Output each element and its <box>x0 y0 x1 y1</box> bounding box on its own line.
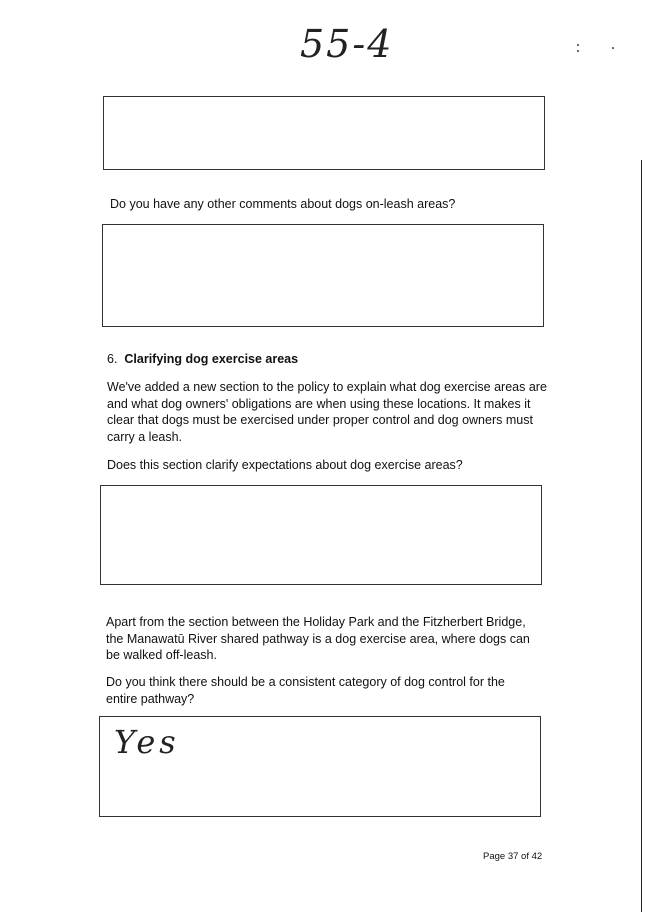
answer-box-onleash-comments[interactable] <box>102 224 544 327</box>
page-number: Page 37 of 42 <box>483 851 543 862</box>
pathway-context: Apart from the section between the Holiday Park and the Fitzherbert Bridge, the Manawatū River shared pathway is a dog exercise area, where dogs can be walked off-leash. <box>106 615 530 662</box>
section-number: 6. <box>107 352 118 366</box>
scan-speck <box>577 44 579 46</box>
scan-edge-line <box>641 160 643 912</box>
question-clarify-expectations: Does this section clarify expectations about dog exercise areas? <box>107 458 463 472</box>
answer-box-previous[interactable] <box>103 96 545 170</box>
handwritten-reference: 55-4 <box>300 22 394 66</box>
section-intro: We've added a new section to the policy to explain what dog exercise areas are and what dog owners' obligations are when using these locations. It makes it clear that dogs must be exercised under proper control and dog owners must carry a leash. <box>107 380 547 444</box>
section-title: Clarifying dog exercise areas <box>124 352 299 366</box>
section-heading <box>107 352 298 366</box>
handwritten-answer: Yes <box>114 723 180 761</box>
scan-speck <box>612 47 614 49</box>
answer-box-clarify-expectations[interactable] <box>100 485 542 585</box>
question-onleash-comments: Do you have any other comments about dogs on-leash areas? <box>110 197 456 211</box>
question-consistent-category: Do you think there should be a consistent category of dog control for the entire pathway? <box>106 675 505 706</box>
answer-box-consistent-category[interactable] <box>99 716 541 817</box>
scan-speck <box>577 50 579 52</box>
